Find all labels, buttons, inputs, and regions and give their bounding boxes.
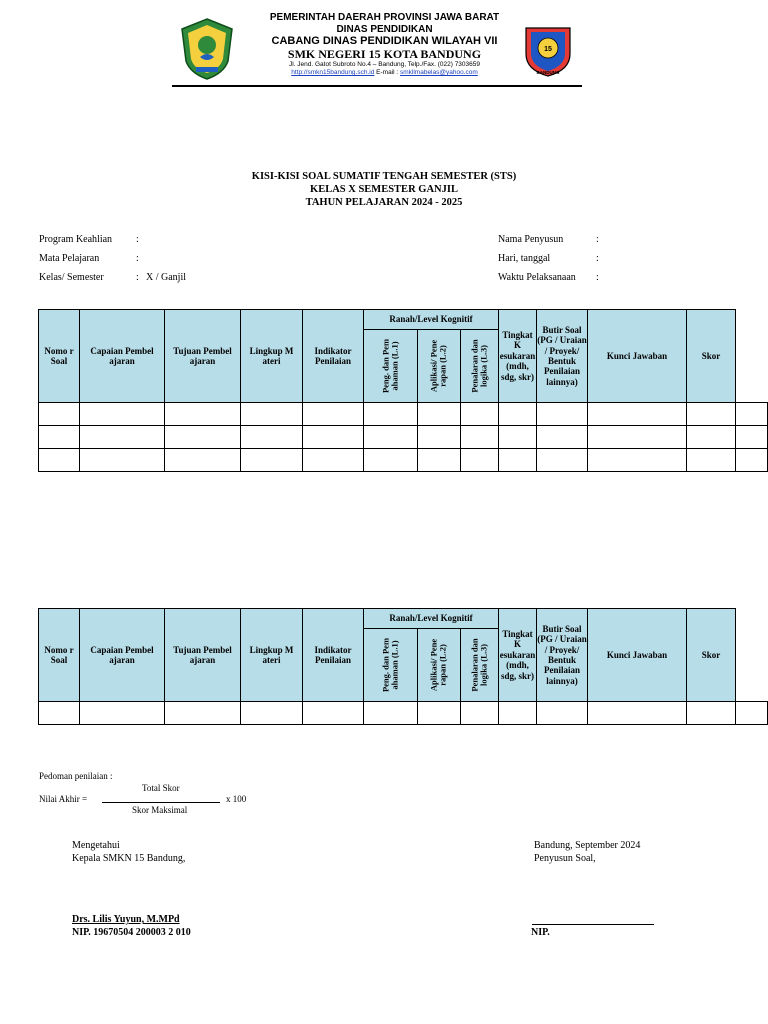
sign-right-place-date: Bandung, September 2024	[534, 840, 641, 851]
header-kunci: Kunci Jawaban	[588, 609, 687, 702]
info-class-value: X / Ganjil	[146, 272, 186, 283]
header-level-1	[364, 629, 418, 702]
header-ranah: Ranah/Level Kognitif	[364, 310, 499, 330]
info-time-sep: :	[596, 272, 599, 283]
document-title: KISI-KISI SOAL SUMATIF TENGAH SEMESTER (STS)	[251, 171, 517, 182]
sign-right-signature-line	[532, 924, 654, 925]
sign-right-position: Penyusun Soal,	[534, 853, 596, 864]
header-tujuan: Tujuan Pembel ajaran	[165, 310, 241, 403]
sign-left-name: Drs. Lilis Yuyun, M.MPd	[72, 914, 180, 925]
header-capaian: Capaian Pembel ajaran	[80, 609, 165, 702]
sign-left-acknowledged: Mengetahui	[72, 840, 120, 851]
table-row	[39, 426, 768, 449]
kisi-table-1	[38, 309, 768, 472]
header-skor: Skor	[687, 609, 736, 702]
header-indikator: Indikator Penilaian	[303, 609, 364, 702]
info-author-label: Nama Penyusun	[498, 234, 564, 245]
header-level-3	[461, 629, 499, 702]
header-level-2	[418, 330, 461, 403]
header-level-1-label: Peng. dan Pem ahaman (L.1)	[380, 338, 400, 394]
header-level-1-label: Peng. dan Pem ahaman (L.1)	[380, 637, 400, 693]
table-row	[39, 403, 768, 426]
info-program-label: Program Keahlian	[39, 234, 113, 245]
info-subject-sep: :	[136, 253, 139, 264]
header-lingkup: Lingkup M ateri	[241, 310, 303, 403]
header-level-3-label: Penalaran dan logika (L.3)	[469, 339, 489, 393]
header-level-3	[461, 330, 499, 403]
grading-guide-label: Pedoman penilaian :	[39, 771, 113, 781]
document-subtitle-year: TAHUN PELAJARAN 2024 - 2025	[305, 197, 463, 208]
website-link[interactable]: http://smkn15bandung.sch.id	[291, 69, 375, 76]
info-subject-label: Mata Pelajaran	[39, 253, 100, 264]
table-row	[39, 449, 768, 472]
letterhead-branch: CABANG DINAS PENDIDIKAN WILAYAH VII	[271, 35, 498, 47]
formula-final-score-label: Nilai Akhir =	[39, 794, 88, 804]
header-ranah: Ranah/Level Kognitif	[364, 609, 499, 629]
info-time-label: Waktu Pelaksanaan	[498, 272, 576, 283]
header-level-2-label: Aplikasi/ Pene rapan (L.2)	[428, 339, 448, 393]
header-indikator: Indikator Penilaian	[303, 310, 364, 403]
header-level-2-label: Aplikasi/ Pene rapan (L.2)	[428, 638, 448, 692]
sign-right-nip: NIP.	[531, 927, 550, 938]
header-skor: Skor	[687, 310, 736, 403]
logo-bandung-text: BANDUNG	[536, 70, 560, 75]
letterhead-agency: DINAS PENDIDIKAN	[336, 24, 433, 35]
letterhead-government: PEMERINTAH DAERAH PROVINSI JAWA BARAT	[269, 12, 500, 23]
email-label: E-mail :	[376, 69, 399, 76]
formula-fraction-line	[102, 802, 220, 803]
info-class-label: Kelas/ Semester	[39, 272, 104, 283]
letterhead-school-name: SMK NEGERI 15 KOTA BANDUNG	[287, 47, 482, 61]
header-tingkat: Tingkat K esukaran (mdh, sdg, skr)	[499, 310, 537, 403]
header-tingkat: Tingkat K esukaran (mdh, sdg, skr)	[499, 609, 537, 702]
header-level-3-label: Penalaran dan logika (L.3)	[469, 638, 489, 692]
header-nomor-soal: Nomo r Soal	[39, 310, 80, 403]
email-link[interactable]: smkllmabelas@yahoo.com	[400, 69, 478, 76]
kisi-table-2	[38, 608, 768, 725]
header-butir-soal: Butir Soal (PG / Uraian / Proyek/ Bentuk Penilaian lainnya)	[537, 310, 588, 403]
formula-multiplier: x 100	[226, 794, 247, 804]
header-kunci: Kunci Jawaban	[588, 310, 687, 403]
info-class-sep: :	[136, 272, 139, 283]
formula-numerator: Total Skor	[142, 783, 180, 793]
svg-text:15: 15	[544, 46, 552, 53]
header-nomor-soal: Nomo r Soal	[39, 609, 80, 702]
info-program-sep: :	[136, 234, 139, 245]
sign-left-nip: NIP. 19670504 200003 2 010	[72, 927, 191, 938]
info-date-sep: :	[596, 253, 599, 264]
header-level-1	[364, 330, 418, 403]
header-capaian: Capaian Pembel ajaran	[80, 310, 165, 403]
letterhead-contact	[172, 69, 597, 76]
letterhead-address: Jl. Jend. Gatot Subroto No.4 – Bandung, Telp./Fax. (022) 7303659	[288, 61, 481, 68]
formula-denominator: Skor Maksimal	[132, 805, 188, 815]
header-level-2	[418, 629, 461, 702]
document-subtitle-class: KELAS X SEMESTER GANJIL	[310, 184, 458, 195]
header-tujuan: Tujuan Pembel ajaran	[165, 609, 241, 702]
header-butir-soal: Butir Soal (PG / Uraian / Proyek/ Bentuk Penilaian lainnya)	[537, 609, 588, 702]
info-author-sep: :	[596, 234, 599, 245]
info-date-label: Hari, tanggal	[498, 253, 551, 264]
table-row	[39, 702, 768, 725]
sign-left-position: Kepala SMKN 15 Bandung,	[72, 853, 186, 864]
header-lingkup: Lingkup M ateri	[241, 609, 303, 702]
